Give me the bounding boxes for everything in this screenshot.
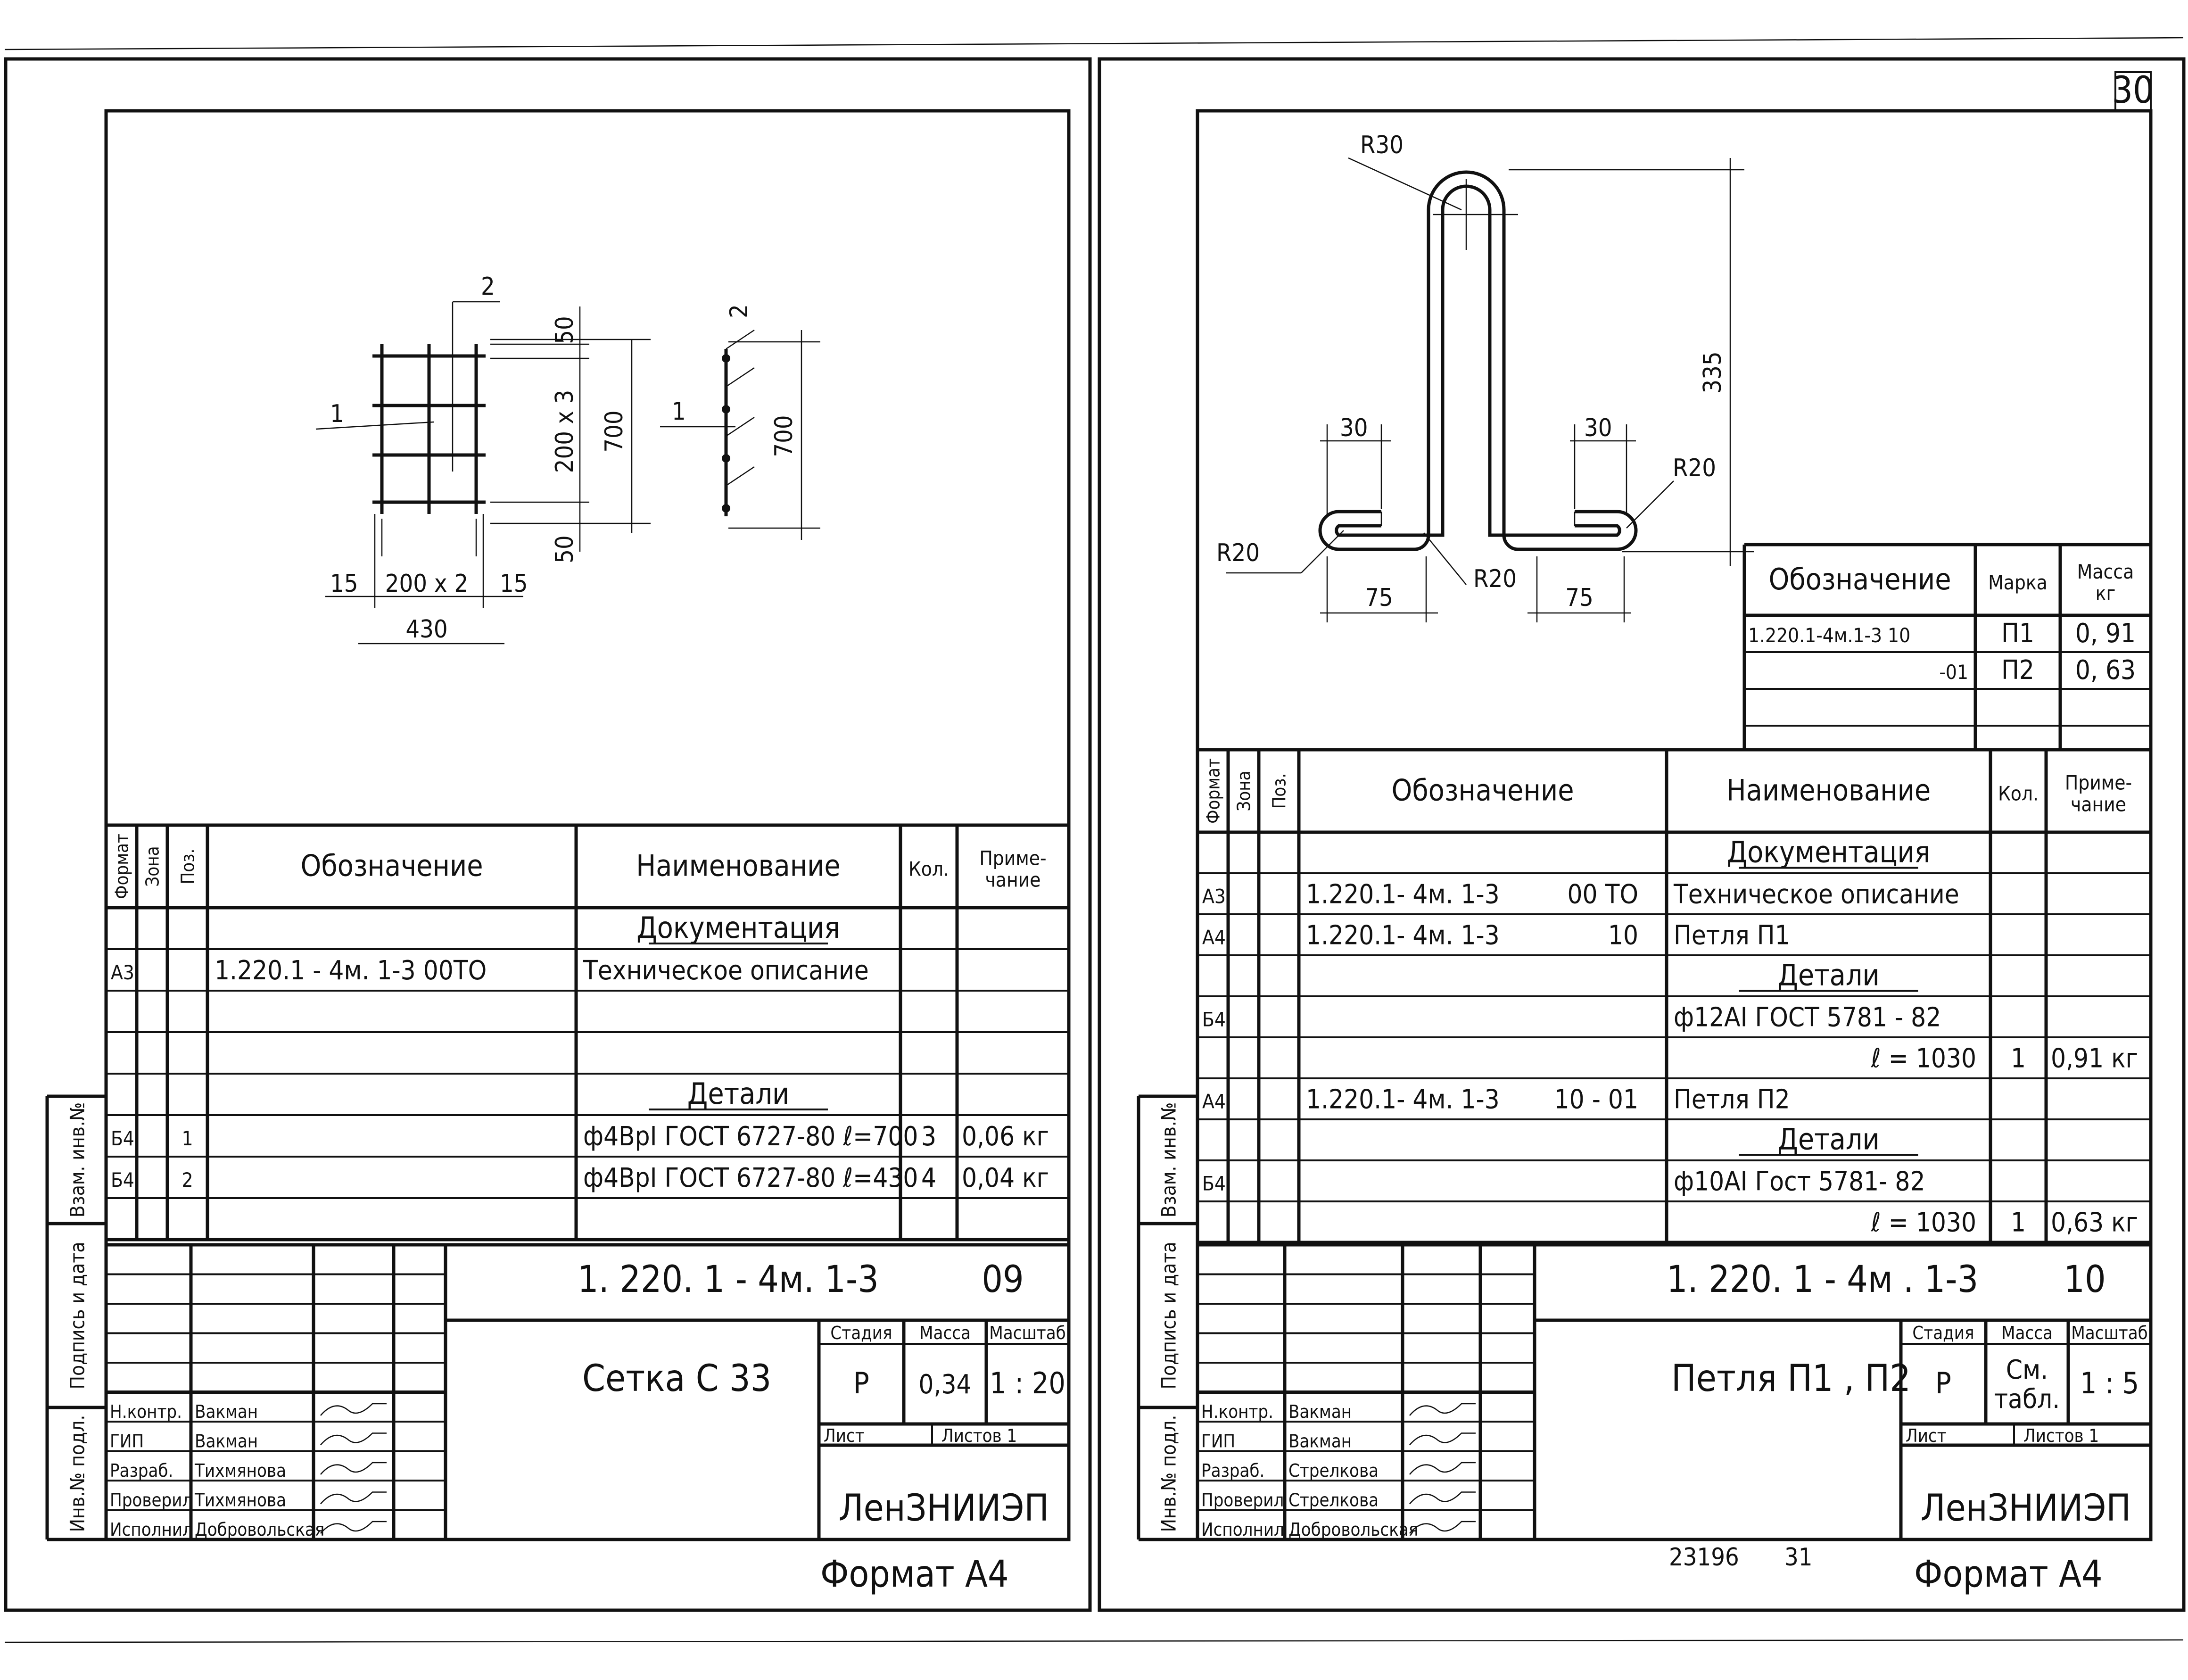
- side-stamp-label: Инв.№ подл.: [66, 1415, 89, 1532]
- role-label: ГИП: [110, 1431, 144, 1452]
- row-note: 0,04 кг: [962, 1163, 1049, 1193]
- dim-r20-left: R20: [1216, 539, 1260, 567]
- row-name: Техническое описание: [1674, 879, 1959, 910]
- side-stamp-label: Взам. инв.№: [1157, 1102, 1181, 1218]
- header-note: Приме-чание: [979, 846, 1047, 892]
- title-name: Петля П1 , П2: [1671, 1357, 1911, 1400]
- header-designation: Обозначение: [1391, 773, 1574, 808]
- mass-table-header: Марка: [1988, 571, 2048, 594]
- role-label: Исполнил: [1201, 1519, 1284, 1540]
- side-stamp-label: Подпись и дата: [1157, 1241, 1181, 1390]
- dim-200x3: 200 x 3: [551, 389, 579, 473]
- row-section-title: Детали: [1777, 1122, 1880, 1157]
- archive-number: 23196: [1669, 1543, 1739, 1572]
- dim-700: 700: [600, 410, 628, 453]
- side-position-mark-1: 1: [672, 397, 686, 426]
- row-position: 2: [182, 1168, 193, 1192]
- scale-label: Масштаб: [989, 1323, 1066, 1343]
- mass-table-header: Масса кг: [2077, 560, 2134, 605]
- row-name: ℓ = 1030: [1871, 1207, 1976, 1238]
- role-person: Вакман: [195, 1401, 258, 1422]
- bar-section-dot: [722, 354, 730, 363]
- role-label: Разраб.: [1201, 1460, 1265, 1481]
- signature: [1410, 1492, 1476, 1504]
- signature: [1410, 1463, 1476, 1474]
- dim-r20-middle: R20: [1473, 565, 1517, 593]
- signature: [321, 1522, 387, 1533]
- title-sheet-code: 09: [982, 1258, 1024, 1301]
- mesh-drawing: [316, 273, 820, 644]
- header-position: Поз.: [177, 848, 198, 885]
- row-designation-code: 10: [1608, 920, 1638, 951]
- side-dim-700: 700: [770, 415, 798, 457]
- stage-label: Стадия: [830, 1323, 892, 1343]
- row-name: Техническое описание: [583, 955, 869, 986]
- role-label: ГИП: [1201, 1431, 1236, 1452]
- role-person: Стрелкова: [1288, 1490, 1379, 1511]
- role-person: Стрелкова: [1288, 1460, 1379, 1481]
- mass-table: [1744, 545, 2151, 750]
- row-name: Петля П2: [1674, 1084, 1790, 1115]
- dim-335: 335: [1699, 351, 1727, 394]
- header-designation: Обозначение: [300, 848, 483, 883]
- left-side-stamp: [47, 1096, 106, 1539]
- position-mark-1: 1: [330, 400, 344, 428]
- row-format: Б4: [111, 1127, 134, 1150]
- header-name: Наименование: [636, 848, 841, 883]
- role-label: Исполнил: [110, 1519, 193, 1540]
- bar-section-dot: [722, 405, 730, 414]
- header-quantity: Кол.: [1998, 782, 2039, 805]
- loop-inner-contour: [1337, 186, 1620, 535]
- row-quantity: 4: [921, 1163, 937, 1193]
- sheet-label: Лист: [1906, 1425, 1947, 1446]
- bar-section-dot: [722, 504, 730, 513]
- left-format-label: Формат А4: [820, 1553, 1009, 1596]
- scale-label: Масштаб: [2071, 1323, 2148, 1343]
- row-designation: 1.220.1- 4м. 1-3: [1306, 1084, 1500, 1115]
- mass-table-mark: П2: [2001, 655, 2034, 686]
- stage-label: Стадия: [1912, 1323, 1974, 1343]
- dim-15-left: 15: [330, 570, 358, 598]
- title-doc-code: 1. 220. 1 - 4м . 1-3: [1667, 1258, 1979, 1301]
- role-person: Вакман: [195, 1431, 258, 1452]
- dim-75-right: 75: [1565, 584, 1594, 612]
- mass-table-mark: П1: [2001, 618, 2034, 649]
- mass-table-designation: 1.220.1-4м.1-3 10: [1748, 624, 1911, 647]
- signature: [321, 1404, 387, 1415]
- signature: [321, 1492, 387, 1504]
- header-format: Формат: [111, 834, 132, 899]
- row-format: А4: [1202, 1090, 1226, 1113]
- row-designation-code: 10 - 01: [1554, 1084, 1638, 1115]
- dim-50-top: 50: [551, 316, 579, 344]
- row-section-title: Документация: [1726, 835, 1931, 869]
- mass-table-mass: 0, 63: [2075, 655, 2136, 686]
- row-note: 0,06 кг: [962, 1121, 1049, 1152]
- right-side-stamp: [1139, 1096, 1197, 1539]
- row-name: ℓ = 1030: [1871, 1043, 1976, 1074]
- right-title-block: [1197, 1245, 2151, 1540]
- side-position-mark-2: 2: [725, 304, 753, 318]
- row-name: ф4ВрI ГОСТ 6727-80 ℓ=700: [583, 1121, 918, 1152]
- row-quantity: 1: [2010, 1043, 2026, 1074]
- role-person: Добровольская: [195, 1519, 325, 1540]
- sheets-count: Листов 1: [941, 1425, 1017, 1446]
- dim-430: 430: [405, 615, 448, 644]
- left-specification-table: [106, 825, 1069, 1240]
- mass-table-mass: 0, 91: [2075, 618, 2136, 649]
- header-zone: Зона: [1233, 770, 1255, 811]
- role-label: Н.контр.: [110, 1401, 182, 1422]
- loop-outer-contour: [1320, 172, 1636, 549]
- role-label: Проверил: [1201, 1490, 1284, 1511]
- row-name: ф4ВрI ГОСТ 6727-80 ℓ=430: [583, 1163, 918, 1193]
- bar-section-dot: [722, 454, 730, 463]
- scale-value: 1 : 20: [990, 1366, 1065, 1400]
- sheet-label: Лист: [824, 1425, 865, 1446]
- right-format-label: Формат А4: [1914, 1553, 2103, 1596]
- page-number: 30: [2112, 69, 2154, 112]
- row-format: А3: [111, 961, 134, 984]
- signature: [1410, 1433, 1476, 1445]
- role-person: Тихмянова: [195, 1460, 287, 1481]
- title-name: Сетка С 33: [582, 1357, 772, 1400]
- row-format: Б4: [1202, 1008, 1226, 1031]
- side-stamp-label: Инв.№ подл.: [1157, 1415, 1181, 1532]
- dim-r20-right: R20: [1673, 454, 1717, 482]
- header-format: Формат: [1203, 758, 1224, 824]
- row-designation: 1.220.1- 4м. 1-3: [1306, 920, 1500, 951]
- role-label: Разраб.: [110, 1460, 173, 1481]
- title-sheet-code: 10: [2064, 1258, 2106, 1301]
- row-format: Б4: [111, 1168, 134, 1192]
- mass-value: 0,34: [918, 1369, 972, 1400]
- signature: [321, 1463, 387, 1474]
- loop-drawing: [1216, 131, 1754, 622]
- signature: [1410, 1522, 1476, 1533]
- row-name: ф12АI ГОСТ 5781 - 82: [1674, 1002, 1941, 1033]
- row-name: Петля П1: [1674, 920, 1790, 951]
- scale-value: 1 : 5: [2080, 1366, 2139, 1400]
- album-page-number: 31: [1784, 1543, 1813, 1572]
- row-section-title: Документация: [636, 910, 840, 945]
- row-section-title: Детали: [687, 1076, 790, 1111]
- row-format: А3: [1202, 885, 1226, 908]
- role-person: Вакман: [1288, 1431, 1352, 1452]
- role-person: Тихмянова: [195, 1490, 287, 1511]
- position-mark-2: 2: [481, 273, 495, 301]
- header-name: Наименование: [1726, 773, 1931, 808]
- dim-15-right: 15: [500, 570, 528, 598]
- row-name: ф10АI Гост 5781- 82: [1674, 1166, 1925, 1197]
- row-note: 0,91 кг: [2051, 1043, 2138, 1074]
- row-designation: 1.220.1- 4м. 1-3: [1306, 879, 1500, 910]
- row-quantity: 3: [921, 1121, 937, 1152]
- role-label: Проверил: [110, 1490, 193, 1511]
- header-position: Поз.: [1269, 773, 1290, 809]
- role-label: Н.контр.: [1201, 1401, 1273, 1422]
- row-position: 1: [182, 1127, 193, 1150]
- organization: ЛенЗНИИЭП: [1920, 1487, 2131, 1530]
- mass-value: См. табл.: [1994, 1355, 2060, 1415]
- mass-label: Масса: [2001, 1323, 2053, 1343]
- dim-30-right: 30: [1584, 414, 1612, 442]
- row-designation: 1.220.1 - 4м. 1-3 00ТО: [215, 955, 487, 986]
- row-section-title: Детали: [1777, 958, 1880, 993]
- dim-200x2: 200 x 2: [385, 570, 469, 598]
- mass-table-designation: -01: [1939, 661, 1968, 684]
- row-format: А4: [1202, 926, 1226, 949]
- header-note: Приме-чание: [2064, 771, 2132, 816]
- role-person: Вакман: [1288, 1401, 1352, 1422]
- row-format: Б4: [1202, 1172, 1226, 1195]
- mass-label: Масса: [919, 1323, 971, 1343]
- mass-table-header: Обозначение: [1768, 562, 1951, 596]
- header-quantity: Кол.: [908, 857, 950, 881]
- row-note: 0,63 кг: [2051, 1207, 2138, 1238]
- header-zone: Зона: [142, 846, 163, 887]
- right-specification-table: [1197, 750, 2151, 1242]
- signature: [321, 1433, 387, 1445]
- row-designation-code: 00 ТО: [1567, 879, 1638, 910]
- title-doc-code: 1. 220. 1 - 4м. 1-3: [578, 1258, 879, 1301]
- signature: [1410, 1404, 1476, 1415]
- organization: ЛенЗНИИЭП: [838, 1487, 1049, 1530]
- stage-value: Р: [853, 1366, 869, 1400]
- stage-value: Р: [1935, 1366, 1951, 1400]
- dim-50-bottom: 50: [551, 535, 579, 563]
- side-stamp-label: Подпись и дата: [66, 1241, 89, 1390]
- side-stamp-label: Взам. инв.№: [66, 1102, 89, 1218]
- row-quantity: 1: [2010, 1207, 2026, 1238]
- left-title-block: [106, 1245, 1069, 1540]
- dim-r30: R30: [1360, 131, 1404, 159]
- role-person: Добровольская: [1288, 1519, 1419, 1540]
- dim-30-left: 30: [1340, 414, 1368, 442]
- dim-75-left: 75: [1365, 584, 1393, 612]
- sheets-count: Листов 1: [2023, 1425, 2099, 1446]
